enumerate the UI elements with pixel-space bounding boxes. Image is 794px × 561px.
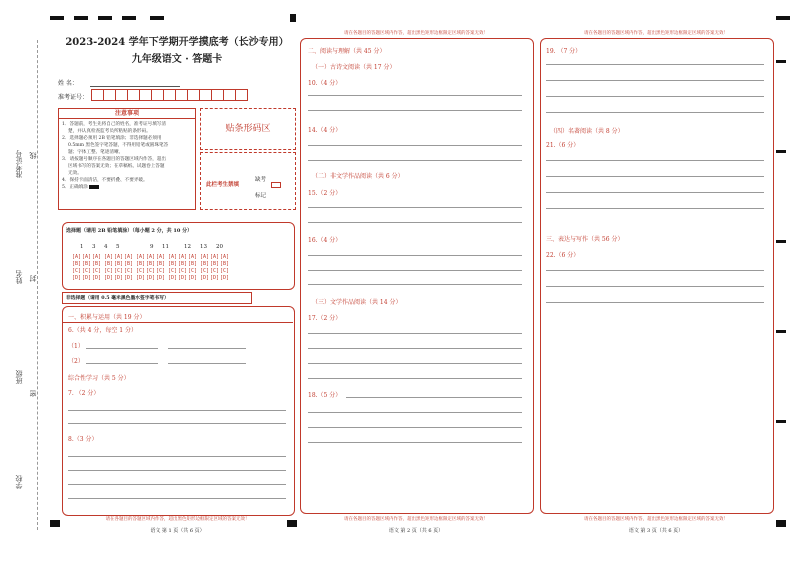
answer-line[interactable]: [308, 95, 522, 96]
barcode-area: [200, 108, 296, 150]
choice-number: 11: [162, 244, 169, 250]
choice-bubble[interactable]: [D]: [210, 275, 220, 281]
choice-bubble[interactable]: [A]: [104, 254, 114, 260]
choice-bubble[interactable]: [D]: [168, 275, 178, 281]
choice-bubble-column: [136, 254, 145, 282]
choice-bubble[interactable]: [A]: [188, 254, 198, 260]
choice-number: 12: [184, 244, 191, 250]
rules-box: [58, 108, 196, 210]
choice-bubble[interactable]: [D]: [178, 275, 188, 281]
answer-line[interactable]: [68, 423, 286, 424]
choice-bubble[interactable]: [C]: [178, 268, 188, 274]
registration-mark: [50, 16, 64, 20]
choice-bubble-column: [124, 254, 133, 282]
registration-mark: [74, 16, 88, 20]
choice-bubble[interactable]: [B]: [188, 261, 198, 267]
absent-checkbox[interactable]: [271, 182, 281, 188]
nonchoice-title: 非选择题（请用 0.5 毫米黑色墨水签字笔书写）: [66, 295, 169, 301]
answer-line[interactable]: [68, 498, 286, 499]
registration-mark: [776, 240, 786, 243]
choice-bubble[interactable]: [A]: [72, 254, 82, 260]
answer-line[interactable]: [346, 397, 522, 398]
choice-bubble[interactable]: [D]: [72, 275, 82, 281]
choice-bubble[interactable]: [C]: [136, 268, 146, 274]
registration-mark: [776, 60, 786, 63]
answer-line[interactable]: [68, 484, 286, 485]
page-footer-2: 语文 第 2 页（共 6 页）: [388, 528, 444, 534]
part2-title: （二）非文学作品阅读（共 6 分）: [312, 173, 404, 180]
sidebar-label-seal: 封: [29, 275, 37, 282]
choice-number: 20: [216, 244, 223, 250]
q19-label: 19. （7 分）: [546, 48, 582, 55]
answer-line[interactable]: [308, 110, 522, 111]
q21-label: 21.（6 分）: [546, 142, 580, 149]
choice-title: 选择题（请用 2B 铅笔填涂）（每小题 2 分，共 10 分）: [66, 228, 193, 234]
q18-label: 18.（5 分）: [308, 392, 342, 399]
answer-line[interactable]: [546, 270, 764, 271]
choice-number: 5: [116, 244, 120, 250]
answer-line[interactable]: [68, 456, 286, 457]
answer-line[interactable]: [546, 96, 764, 97]
q6-1-label: （1）: [68, 343, 84, 350]
choice-bubble[interactable]: [A]: [210, 254, 220, 260]
registration-mark: [122, 16, 136, 20]
choice-bubble[interactable]: [B]: [114, 261, 124, 267]
rule-line: 2．选择题必须用 2B 铅笔填涂；非选择题必须用: [62, 136, 162, 141]
boundary-notice: 请在各题目的答题区域内作答，超出黑色矩形边框限定区域的答案无效！: [344, 31, 488, 36]
choice-bubble[interactable]: [C]: [104, 268, 114, 274]
choice-number: 13: [200, 244, 207, 250]
absent-box: [200, 152, 296, 210]
absent-mark-text: 标记: [255, 193, 267, 199]
choice-bubble[interactable]: [A]: [82, 254, 92, 260]
choice-bubble-column: [188, 254, 197, 282]
choice-bubble[interactable]: [B]: [104, 261, 114, 267]
nonchoice-header: [62, 292, 252, 304]
binding-dash-line: [37, 40, 38, 530]
registration-mark: [150, 16, 164, 20]
choice-bubble[interactable]: [A]: [220, 254, 230, 260]
part4-title: （四）名著阅读（共 8 分）: [550, 128, 624, 135]
choice-bubble[interactable]: [D]: [188, 275, 198, 281]
choice-bubble[interactable]: [A]: [124, 254, 134, 260]
choice-bubble-column: [82, 254, 91, 282]
choice-number: 1: [80, 244, 84, 250]
choice-bubble[interactable]: [C]: [72, 268, 82, 274]
part1-title: （一）古诗文阅读（共 17 分）: [312, 64, 396, 71]
choice-bubble[interactable]: [B]: [178, 261, 188, 267]
answer-line[interactable]: [546, 302, 764, 303]
choice-bubble[interactable]: [D]: [220, 275, 230, 281]
choice-bubble[interactable]: [C]: [220, 268, 230, 274]
sidebar-label-name: 姓名: [15, 270, 23, 284]
choice-bubble[interactable]: [C]: [114, 268, 124, 274]
name-label: 姓 名：: [58, 80, 78, 87]
registration-mark: [776, 330, 786, 333]
choice-bubble[interactable]: [A]: [156, 254, 166, 260]
choice-bubble[interactable]: [A]: [178, 254, 188, 260]
section2-title: 二、阅读与理解（共 45 分）: [308, 48, 386, 55]
choice-bubble-column: [168, 254, 177, 282]
answer-line[interactable]: [546, 192, 764, 193]
choice-bubble[interactable]: [C]: [156, 268, 166, 274]
choice-bubble[interactable]: [D]: [104, 275, 114, 281]
rule-line: 0.5mm 黑色签字笔答题，不得用铅笔或圆珠笔答: [68, 143, 169, 148]
choice-bubble[interactable]: [C]: [188, 268, 198, 274]
part3-title: （三）文学作品阅读（共 14 分）: [312, 299, 402, 306]
name-field[interactable]: [90, 86, 180, 87]
rule-line: 4．保持卡面清洁，不要折叠、不要弄破。: [62, 178, 148, 183]
answer-line[interactable]: [546, 176, 764, 177]
rule-fill-example: 5．正确填涂: [62, 185, 88, 190]
rule-line: 无效。: [68, 171, 82, 176]
choice-bubble[interactable]: [B]: [200, 261, 210, 267]
comp-title: 综合性学习（共 5 分）: [68, 375, 130, 382]
rule-line: [62, 184, 192, 191]
q10-label: 10.（4 分）: [308, 80, 342, 87]
choice-bubble[interactable]: [B]: [146, 261, 156, 267]
answer-line[interactable]: [546, 112, 764, 113]
registration-mark: [776, 420, 786, 423]
answer-line[interactable]: [546, 208, 764, 209]
choice-bubble[interactable]: [B]: [168, 261, 178, 267]
answer-line[interactable]: [68, 410, 286, 411]
choice-bubble[interactable]: [A]: [92, 254, 102, 260]
answer-region-col3[interactable]: [540, 38, 774, 514]
choice-bubble-column: [92, 254, 101, 282]
answer-line[interactable]: [308, 363, 522, 364]
section3-title: 三、表达与写作（共 56 分）: [546, 236, 624, 243]
sidebar-label-secret: 密: [29, 390, 37, 397]
boundary-notice: 请在各题目的答题区域内作答，超出黑色矩形边框限定区域的答案无效！: [344, 517, 488, 522]
q6-label: 6.（共 4 分，每空 1 分）: [68, 327, 137, 334]
sidebar-label-line: 线: [29, 152, 37, 159]
q8-label: 8.（3 分）: [68, 436, 98, 443]
choice-bubble[interactable]: [A]: [168, 254, 178, 260]
choice-bubble[interactable]: [A]: [136, 254, 146, 260]
sidebar-label-id: 准考证号: [15, 150, 23, 178]
choice-bubble-column: [200, 254, 209, 282]
choice-bubble[interactable]: [B]: [136, 261, 146, 267]
answer-line[interactable]: [168, 363, 246, 364]
registration-mark: [776, 520, 786, 527]
choice-bubble[interactable]: [C]: [82, 268, 92, 274]
q22-label: 22.（6 分）: [546, 252, 580, 259]
answer-line[interactable]: [68, 470, 286, 471]
answer-line[interactable]: [308, 160, 522, 161]
q16-label: 16.（4 分）: [308, 237, 342, 244]
answer-line[interactable]: [308, 348, 522, 349]
registration-mark: [776, 150, 786, 153]
id-number-grid[interactable]: [92, 89, 248, 101]
answer-line[interactable]: [168, 348, 246, 349]
section1-title: 一、积累与运用（共 19 分）: [68, 314, 146, 321]
choice-bubble[interactable]: [C]: [200, 268, 210, 274]
choice-bubble[interactable]: [B]: [156, 261, 166, 267]
rule-line: 楚，并认真检查监考员所粘贴的条形码。: [68, 129, 151, 134]
rule-line: 1．答题前，考生先将自己的姓名，准考证号填写清: [62, 122, 166, 127]
choice-number: 3: [92, 244, 96, 250]
rule-line: 题；字体工整、笔迹清晰。: [68, 150, 124, 155]
rule-line: 3．请按题号顺序在各题目的答题区域内作答，超出: [62, 157, 166, 162]
registration-mark: [98, 16, 112, 20]
absent-text: 缺考: [255, 177, 267, 183]
choice-bubble[interactable]: [C]: [168, 268, 178, 274]
sidebar-label-class: 班级: [15, 370, 23, 384]
answer-line[interactable]: [308, 442, 522, 443]
registration-mark: [776, 16, 790, 20]
exam-title: 2023-2024 学年下学期开学摸底考（长沙专用）: [65, 37, 289, 48]
choice-bubble[interactable]: [B]: [82, 261, 92, 267]
choice-bubble[interactable]: [A]: [200, 254, 210, 260]
page-footer-1: 语文 第 1 页（共 6 页）: [150, 528, 205, 534]
choice-bubble[interactable]: [B]: [210, 261, 220, 267]
boundary-notice: 请在各题目的答题区域内作答，超出黑色矩形边框限定区域的答案无效！: [584, 517, 728, 522]
choice-bubble[interactable]: [B]: [92, 261, 102, 267]
exam-subtitle: 九年级语文 · 答题卡: [131, 54, 223, 65]
choice-bubble[interactable]: [C]: [210, 268, 220, 274]
choice-number: 4: [104, 244, 108, 250]
choice-bubble[interactable]: [B]: [220, 261, 230, 267]
choice-bubble-column: [146, 254, 155, 282]
answer-line[interactable]: [308, 333, 522, 334]
answer-line[interactable]: [308, 412, 522, 413]
choice-bubble[interactable]: [D]: [124, 275, 134, 281]
choice-bubble[interactable]: [C]: [124, 268, 134, 274]
choice-bubble[interactable]: [A]: [114, 254, 124, 260]
q7-label: 7. （2 分）: [68, 390, 100, 397]
choice-bubble-column: [104, 254, 113, 282]
section-divider: [62, 322, 293, 323]
choice-bubble-column: [210, 254, 219, 282]
choice-bubble[interactable]: [A]: [146, 254, 156, 260]
choice-bubble-column: [178, 254, 187, 282]
answer-line[interactable]: [546, 160, 764, 161]
answer-line[interactable]: [308, 222, 522, 223]
choice-bubble[interactable]: [D]: [82, 275, 92, 281]
answer-line[interactable]: [546, 64, 764, 65]
choice-bubble[interactable]: [B]: [72, 261, 82, 267]
choice-bubble[interactable]: [D]: [200, 275, 210, 281]
boundary-notice: 请在各题目的答题区域内作答，超出黑色矩形边框限定区域的答案无效！: [584, 31, 728, 36]
answer-line[interactable]: [546, 80, 764, 81]
choice-bubble-column: [114, 254, 123, 282]
choice-bubble-column: [220, 254, 229, 282]
answer-line[interactable]: [308, 255, 522, 256]
choice-bubble[interactable]: [D]: [114, 275, 124, 281]
boundary-notice: 请在各题目的答题区域内作答，超出黑色矩形边框限定区域的答案无效！: [105, 517, 250, 522]
answer-line[interactable]: [86, 348, 158, 349]
answer-line[interactable]: [546, 286, 764, 287]
q17-label: 17.（2 分）: [308, 315, 342, 322]
sidebar-label-school: 学校: [15, 475, 23, 489]
registration-mark: [290, 14, 296, 22]
absent-label: 此栏考生禁填: [206, 182, 240, 188]
q14-label: 14.（4 分）: [308, 127, 342, 134]
choice-bubble-column: [156, 254, 165, 282]
answer-line[interactable]: [308, 270, 522, 271]
choice-number: 9: [150, 244, 154, 250]
choice-bubble[interactable]: [D]: [92, 275, 102, 281]
choice-bubble[interactable]: [D]: [136, 275, 146, 281]
q6-2-label: （2）: [68, 358, 84, 365]
answer-line[interactable]: [308, 284, 522, 285]
page-footer-3: 语文 第 3 页（共 6 页）: [628, 528, 684, 534]
answer-line[interactable]: [308, 378, 522, 379]
choice-bubble[interactable]: [C]: [92, 268, 102, 274]
id-label: 准考证号：: [58, 94, 89, 101]
choice-bubble[interactable]: [D]: [156, 275, 166, 281]
rules-title: 注意事项: [59, 109, 195, 119]
rule-line: 区域书写的答案无效；在草稿纸、试题卷上答题: [68, 164, 165, 169]
q15-label: 15.（2 分）: [308, 190, 342, 197]
choice-bubble[interactable]: [D]: [146, 275, 156, 281]
answer-line[interactable]: [308, 145, 522, 146]
barcode-label: 贴条形码区: [225, 124, 271, 134]
choice-bubble[interactable]: [B]: [124, 261, 134, 267]
registration-mark: [50, 520, 60, 527]
answer-line[interactable]: [308, 207, 522, 208]
answer-line[interactable]: [86, 363, 158, 364]
answer-line[interactable]: [308, 427, 522, 428]
choice-bubble[interactable]: [C]: [146, 268, 156, 274]
filled-bubble-sample: [89, 185, 99, 189]
choice-bubble-column: [72, 254, 81, 282]
